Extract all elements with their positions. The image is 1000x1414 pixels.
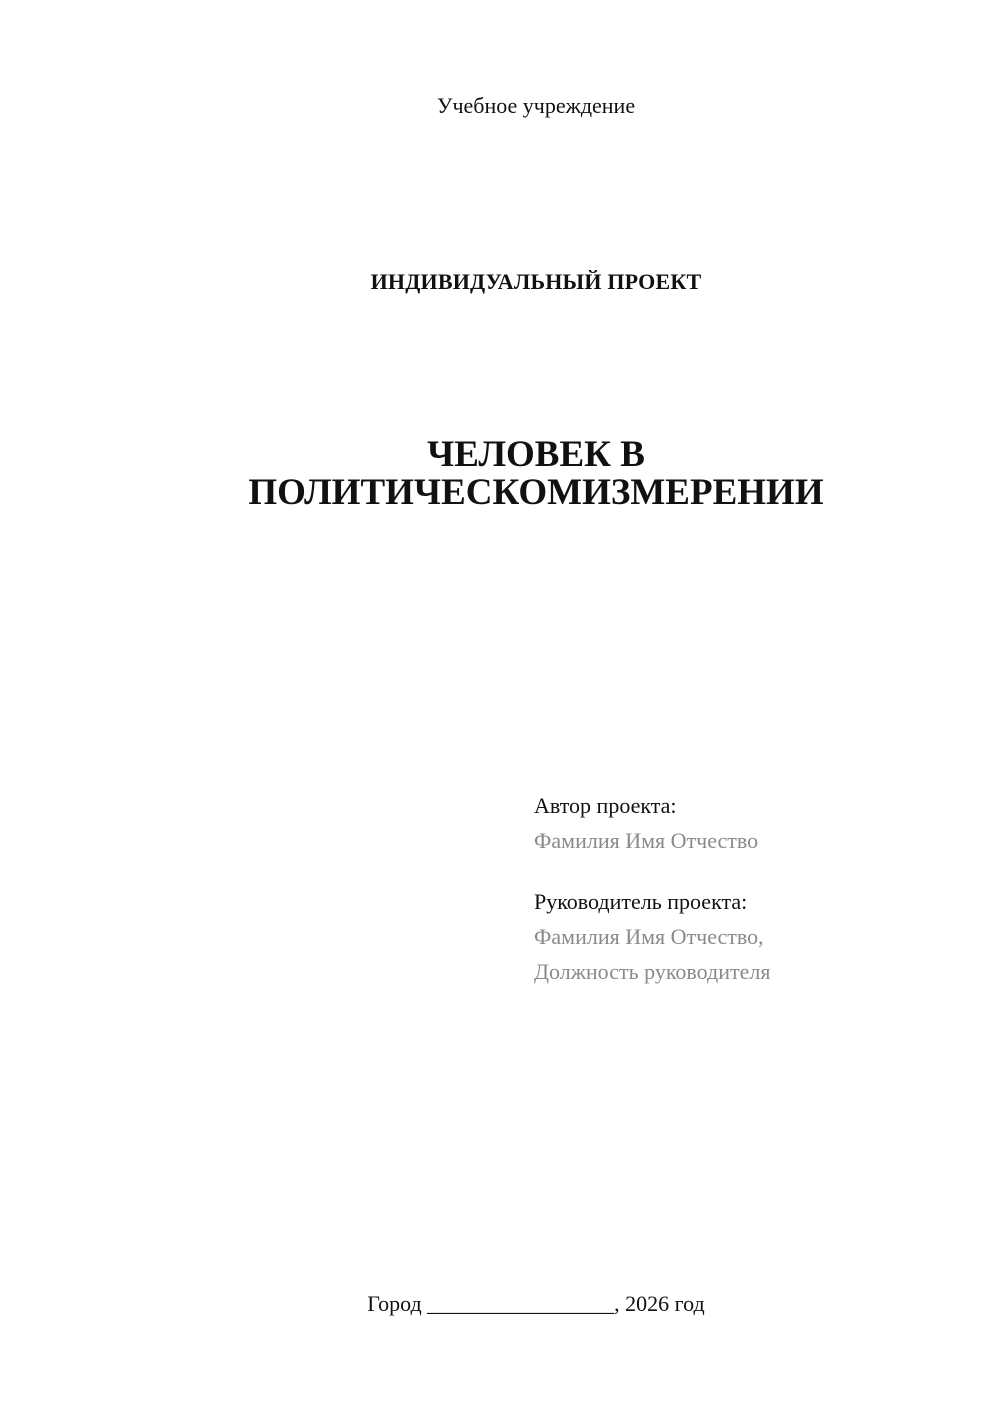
supervisor-name: Фамилия Имя Отчество, <box>534 924 764 949</box>
project-title <box>0 436 1000 512</box>
project-title-line-2: ПОЛИТИЧЕСКОМИЗМЕРЕНИИ <box>248 472 824 513</box>
author-label: Автор проекта: <box>534 793 677 818</box>
project-title-line-1: ЧЕЛОВЕК В <box>427 434 645 475</box>
supervisor-label: Руководитель проекта: <box>534 889 748 914</box>
city-year-footer: Город _________________, 2026 год <box>367 1291 705 1316</box>
supervisor-block <box>534 884 974 989</box>
institution-name: Учебное учреждение <box>436 93 636 118</box>
project-roles <box>534 788 974 989</box>
document-type: ИНДИВИДУАЛЬНЫЙ ПРОЕКТ <box>370 269 702 294</box>
author-name: Фамилия Имя Отчество <box>534 828 759 853</box>
supervisor-position: Должность руководителя <box>534 959 771 984</box>
author-block <box>534 788 974 858</box>
